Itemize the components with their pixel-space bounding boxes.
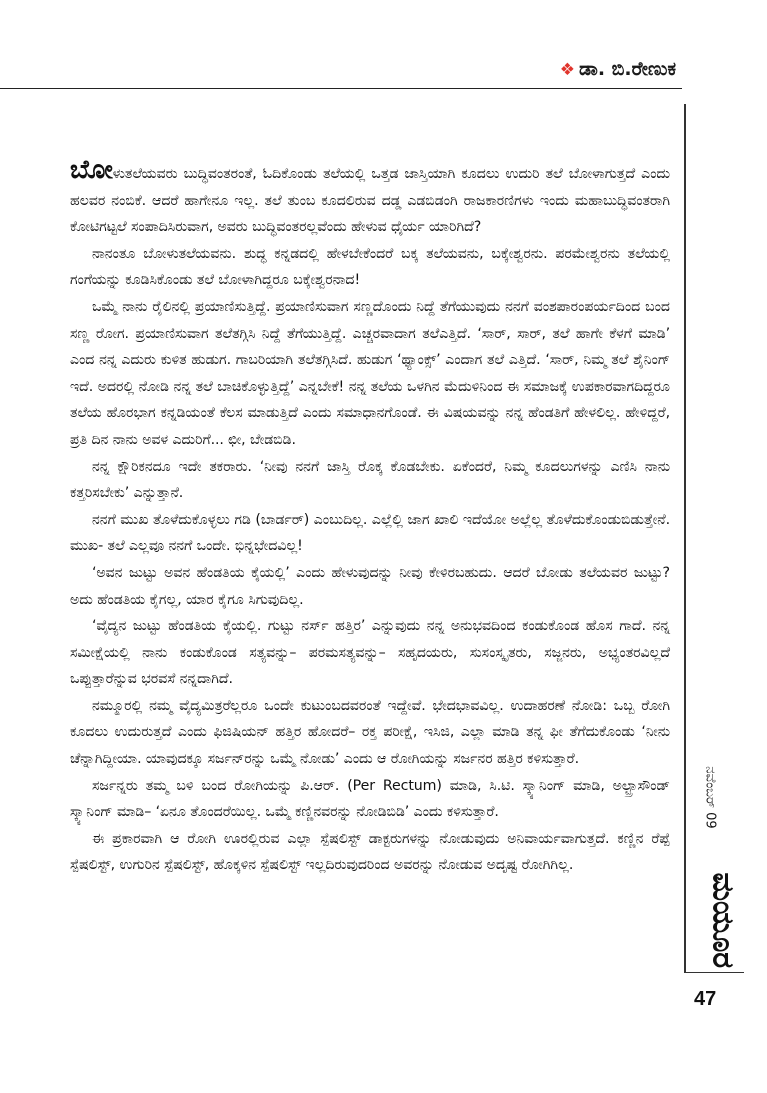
author-name: ಡಾ. ಬಿ.ರೇಣುಕ xyxy=(579,58,676,80)
page-number-rule xyxy=(684,972,744,973)
diamond-bullet-icon: ❖ xyxy=(559,60,576,80)
article-paragraph: ‘ಅವನ ಜುಟ್ಟು ಅವನ ಹೆಂಡತಿಯ ಕೈಯಲ್ಲಿ’ ಎಂದು ಹೇಳುವುದನ್ನು ನೀವು ಕೇಳಿರಬಹುದು. ಆದರೆ ಬೋಡು ತಲೆಯವರ ಜುಟ್ಟು? ಅದು ಹೆಂಡತಿಯ ಕೈಗಲ್ಲ, ಯಾರ ಕೈಗೂ ಸಿಗುವುದಿಲ್ಲ. xyxy=(70,564,670,608)
article-paragraph: ನನ್ನ ಕ್ಷೌರಿಕನದೂ ಇದೇ ತಕರಾರು. ‘ನೀವು ನನಗೆ ಜಾಸ್ತಿ ರೊಕ್ಕ ಕೊಡಬೇಕು. ಏಕೆಂದರೆ, ನಿಮ್ಮ ಕೂದಲುಗಳನ್ನು ಎಣಿಸಿ ನಾನು ಕತ್ತರಿಸಬೇಕು’ ಎನ್ನುತ್ತಾನೆ. xyxy=(70,458,670,502)
issue-date: ನವೆಂಬರ್ 09 xyxy=(702,766,718,829)
sidebar-divider xyxy=(684,104,686,972)
magazine-name: ಮಯೂರ xyxy=(705,872,741,969)
article-paragraph: ಸರ್ಜನ್ನರು ತಮ್ಮ ಬಳಿ ಬಂದ ರೋಗಿಯನ್ನು ಪಿ.ಆರ್. (Per Rectum) ಮಾಡಿ, ಸಿ.ಟಿ. ಸ್ಕ್ಯಾನಿಂಗ್ ಮಾಡಿ, ಅಲ್ಟ್ರಾಸೌಂಡ್ ಸ್ಕ್ಯಾನಿಂಗ್ ಮಾಡಿ– ‘ಏನೂ ತೊಂದರೆಯಿಲ್ಲ. ಒಮ್ಮೆ ಕಣ್ಣಿನವರನ್ನು ನೋಡಿಬಿಡಿ’ ಎಂದು ಕಳಿಸುತ್ತಾರೆ. xyxy=(70,777,670,821)
article-paragraph: ನಾನಂತೂ ಬೋಳುತಲೆಯವನು. ಶುದ್ಧ ಕನ್ನಡದಲ್ಲಿ ಹೇಳಬೇಕೆಂದರೆ ಬಕ್ಕ ತಲೆಯವನು, ಬಕ್ಕೇಶ್ವರನು. ಪರಮೇಶ್ವರನು ತಲೆಯಲ್ಲಿ ಗಂಗೆಯನ್ನು ಕೂಡಿಸಿಕೊಂಡು ತಲೆ ಬೋಳಾಗಿದ್ದರೂ ಬಕ್ಕೇಶ್ವರನಾದ! xyxy=(70,245,670,289)
page-header xyxy=(0,52,682,89)
author-byline xyxy=(560,58,676,80)
article-body xyxy=(70,155,670,879)
article-paragraph: ಒಮ್ಮೆ ನಾನು ರೈಲಿನಲ್ಲಿ ಪ್ರಯಾಣಿಸುತ್ತಿದ್ದೆ. ಪ್ರಯಾಣಿಸುವಾಗ ಸಣ್ಣದೊಂದು ನಿದ್ದೆ ತೆಗೆಯುವುದು ನನಗೆ ವಂಶಪಾರಂಪರ್ಯದಿಂದ ಬಂದ ಸಣ್ಣ ರೋಗ. ಪ್ರಯಾಣಿಸುವಾಗ ತಲೆತಗ್ಗಿಸಿ ನಿದ್ದೆ ತೆಗೆಯುತ್ತಿದ್ದೆ. ಎಚ್ಚರವಾದಾಗ ತಲೆಎತ್ತಿದೆ. ‘ಸಾರ್, ಸಾರ್, ತಲೆ ಹಾಗೇ ಕೆಳಗೆ ಮಾಡಿ’ ಎಂದ ನನ್ನ ಎದುರು ಕುಳಿತ ಹುಡುಗ. ಗಾಬರಿಯಾಗಿ ತಲೆತಗ್ಗಿಸಿದೆ. ಹುಡುಗ ‘ಥ್ಯಾಂಕ್ಸ್’ ಎಂದಾಗ ತಲೆ ಎತ್ತಿದೆ. ‘ಸಾರ್, ನಿಮ್ಮ ತಲೆ ಶೈನಿಂಗ್ ಇದೆ. ಅದರಲ್ಲಿ ನೋಡಿ ನನ್ನ ತಲೆ ಬಾಚಿಕೊಳ್ಳುತ್ತಿದ್ದೆ’ ಎನ್ನಬೇಕೆ! ನನ್ನ ತಲೆಯ ಒಳಗಿನ ಮೆದುಳಿನಿಂದ ಈ ಸಮಾಜಕ್ಕೆ ಉಪಕಾರವಾಗದಿದ್ದರೂ ತಲೆಯ ಹೊರಭಾಗ ಕನ್ನಡಿಯಂತೆ ಕೆಲಸ ಮಾಡುತ್ತಿದೆ ಎಂದು ಸಮಾಧಾನಗೊಂಡೆ. ಈ ವಿಷಯವನ್ನು ನನ್ನ ಹೆಂಡತಿಗೆ ಹೇಳಲಿಲ್ಲ. ಹೇಳಿದ್ದರೆ, ಪ್ರತಿ ದಿನ ನಾನು ಅವಳ ಎದುರಿಗೆ... ಛೀ, ಬೇಡಬಿಡಿ. xyxy=(70,298,670,448)
article-paragraph: ನನಗೆ ಮುಖ ತೊಳೆದುಕೊಳ್ಳಲು ಗಡಿ (ಬಾರ್ಡರ್) ಎಂಬುದಿಲ್ಲ. ಎಲ್ಲೆಲ್ಲಿ ಜಾಗ ಖಾಲಿ ಇದೆಯೋ ಅಲ್ಲೆಲ್ಲ ತೊಳೆದುಕೊಂಡುಬಿಡುತ್ತೇನೆ. ಮುಖ- ತಲೆ ಎಲ್ಲವೂ ನನಗೆ ಒಂದೇ. ಭಿನ್ನಭೇದವಿಲ್ಲ! xyxy=(70,511,670,555)
article-paragraph: ಬೋಳುತಲೆಯವರು ಬುದ್ಧಿವಂತರಂತೆ, ಓದಿಕೊಂಡು ತಲೆಯಲ್ಲಿ ಒತ್ತಡ ಜಾಸ್ತಿಯಾಗಿ ಕೂದಲು ಉದುರಿ ತಲೆ ಬೋಳಾಗುತ್ತದೆ ಎಂದು ಹಲವರ ನಂಬಿಕೆ. ಆದರೆ ಹಾಗೇನೂ ಇಲ್ಲ. ತಲೆ ತುಂಬ ಕೂದಲಿರುವ ದಡ್ಡ ಎಡಬಿಡಂಗಿ ರಾಜಕಾರಣಿಗಳು ಇಂದು ಮಹಾಬುದ್ಧಿವಂತರಾಗಿ ಕೋಟಿಗಟ್ಟಲೆ ಸಂಪಾದಿಸಿರುವಾಗ, ಅವರು ಬುದ್ಧಿವಂತರಲ್ಲವೆಂದು ಹೇಳುವ ಧೈರ್ಯ ಯಾರಿಗಿದೆ? xyxy=(70,155,670,236)
drop-cap: ಬೋ xyxy=(70,155,113,185)
article-paragraph: ಈ ಪ್ರಕಾರವಾಗಿ ಆ ರೋಗಿ ಊರಲ್ಲಿರುವ ಎಲ್ಲಾ ಸ್ಪೆಷಲಿಸ್ಟ್ ಡಾಕ್ಟರುಗಳನ್ನು ನೋಡುವುದು ಅನಿವಾರ್ಯವಾಗುತ್ತದೆ. ಕಣ್ಣಿನ ರೆಪ್ಪೆ ಸ್ಪೆಷಲಿಸ್ಟ್, ಉಗುರಿನ ಸ್ಪೆಷಲಿಸ್ಟ್, ಹೊಕ್ಕಳಿನ ಸ್ಪೆಷಲಿಸ್ಟ್ ಇಲ್ಲದಿರುವುದರಿಂದ ಅವರನ್ನು ನೋಡುವ ಅದೃಷ್ಟ ರೋಗಿಗಿಲ್ಲ. xyxy=(70,830,670,874)
article-paragraph: ‘ವೈದ್ಯನ ಜುಟ್ಟು ಹೆಂಡತಿಯ ಕೈಯಲ್ಲಿ. ಗುಟ್ಟು ನರ್ಸ್ ಹತ್ತಿರ’ ಎನ್ನುವುದು ನನ್ನ ಅನುಭವದಿಂದ ಕಂಡುಕೊಂಡ ಹೊಸ ಗಾದೆ. ನನ್ನ ಸಮೀಕ್ಷೆಯಲ್ಲಿ ನಾನು ಕಂಡುಕೊಂಡ ಸತ್ಯವನ್ನು– ಪರಮಸತ್ಯವನ್ನು– ಸಹೃದಯರು, ಸುಸಂಸ್ಕೃತರು, ಸಜ್ಜನರು, ಅಭ್ಯಂತರವಿಲ್ಲದೆ ಒಪ್ಪುತ್ತಾರೆನ್ನುವ ಭರವಸೆ ನನ್ನದಾಗಿದೆ. xyxy=(70,618,670,688)
article-paragraph: ನಮ್ಮೂರಲ್ಲಿ ನಮ್ಮ ವೈದ್ಯಮಿತ್ರರೆಲ್ಲರೂ ಒಂದೇ ಕುಟುಂಬದವರಂತೆ ಇದ್ದೇವೆ. ಭೇದಭಾವವಿಲ್ಲ. ಉದಾಹರಣೆ ನೋಡಿ: ಒಬ್ಬ ರೋಗಿ ಕೂದಲು ಉದುರುತ್ತದೆ ಎಂದು ಫಿಜಿಷಿಯನ್ ಹತ್ತಿರ ಹೋದರೆ– ರಕ್ತ ಪರೀಕ್ಷೆ, ಇಸಿಜಿ, ಎಲ್ಲಾ ಮಾಡಿ ತನ್ನ ಫೀ ತೆಗೆದುಕೊಂಡು ‘ನೀನು ಚೆನ್ನಾಗಿದ್ದೀಯಾ. ಯಾವುದಕ್ಕೂ ಸರ್ಜನ್‌ರನ್ನು ಒಮ್ಮೆ ನೋಡು’ ಎಂದು ಆ ರೋಗಿಯನ್ನು ಸರ್ಜನರ ಹತ್ತಿರ ಕಳಿಸುತ್ತಾರೆ. xyxy=(70,697,670,768)
page-number: 47 xyxy=(694,988,717,1010)
